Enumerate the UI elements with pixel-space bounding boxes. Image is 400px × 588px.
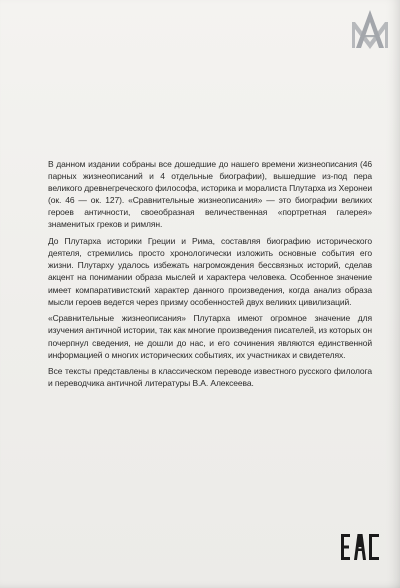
publisher-monogram-icon (346, 8, 394, 52)
paragraph-3: «Сравнительные жизнеописания» Плутарха имеют огромное значение для изучения античной истории, так как многие произведения писателей, из которых он почерпнул сведения, не дошли до нас, и его сочинения являются единственной информацией о многих исторических событиях, их участниках и свидетелях. (48, 313, 372, 360)
paragraph-4: Все тексты представлены в классическом переводе известного русского филолога и переводчика античной литературы В.А. Алексеева. (48, 366, 372, 389)
eac-mark-icon (340, 532, 380, 562)
paragraph-1: В данном издании собраны все дошедшие до нашего времени жизнеописания (46 парных жизнеописаний и 4 отдельные биографии), вышедшие из-под пера великого древнегреческого философа, историка и моралиста Плутарха из Херонеи (ок. 46 — ок. 127). «Сравнительные жизнеописания» — это биографии великих героев античности, своеобразная величественная «портретная галерея» знаменитых греков и римлян. (48, 159, 372, 230)
annotation-text (48, 158, 372, 394)
paragraph-2: До Плутарха историки Греции и Рима, составляя биографию исторического деятеля, стремились просто хронологически изложить основные события его жизни. Плутарху удалось избежать нагромождения бессвязных историй, сделав акцент на понимании образа мыслей и характера человека. Особенное значение имеет компаративистский характер данного произведения, когда анализ образа мысли героев ведется через призму особенностей двух великих цивилизаций. (48, 236, 372, 307)
